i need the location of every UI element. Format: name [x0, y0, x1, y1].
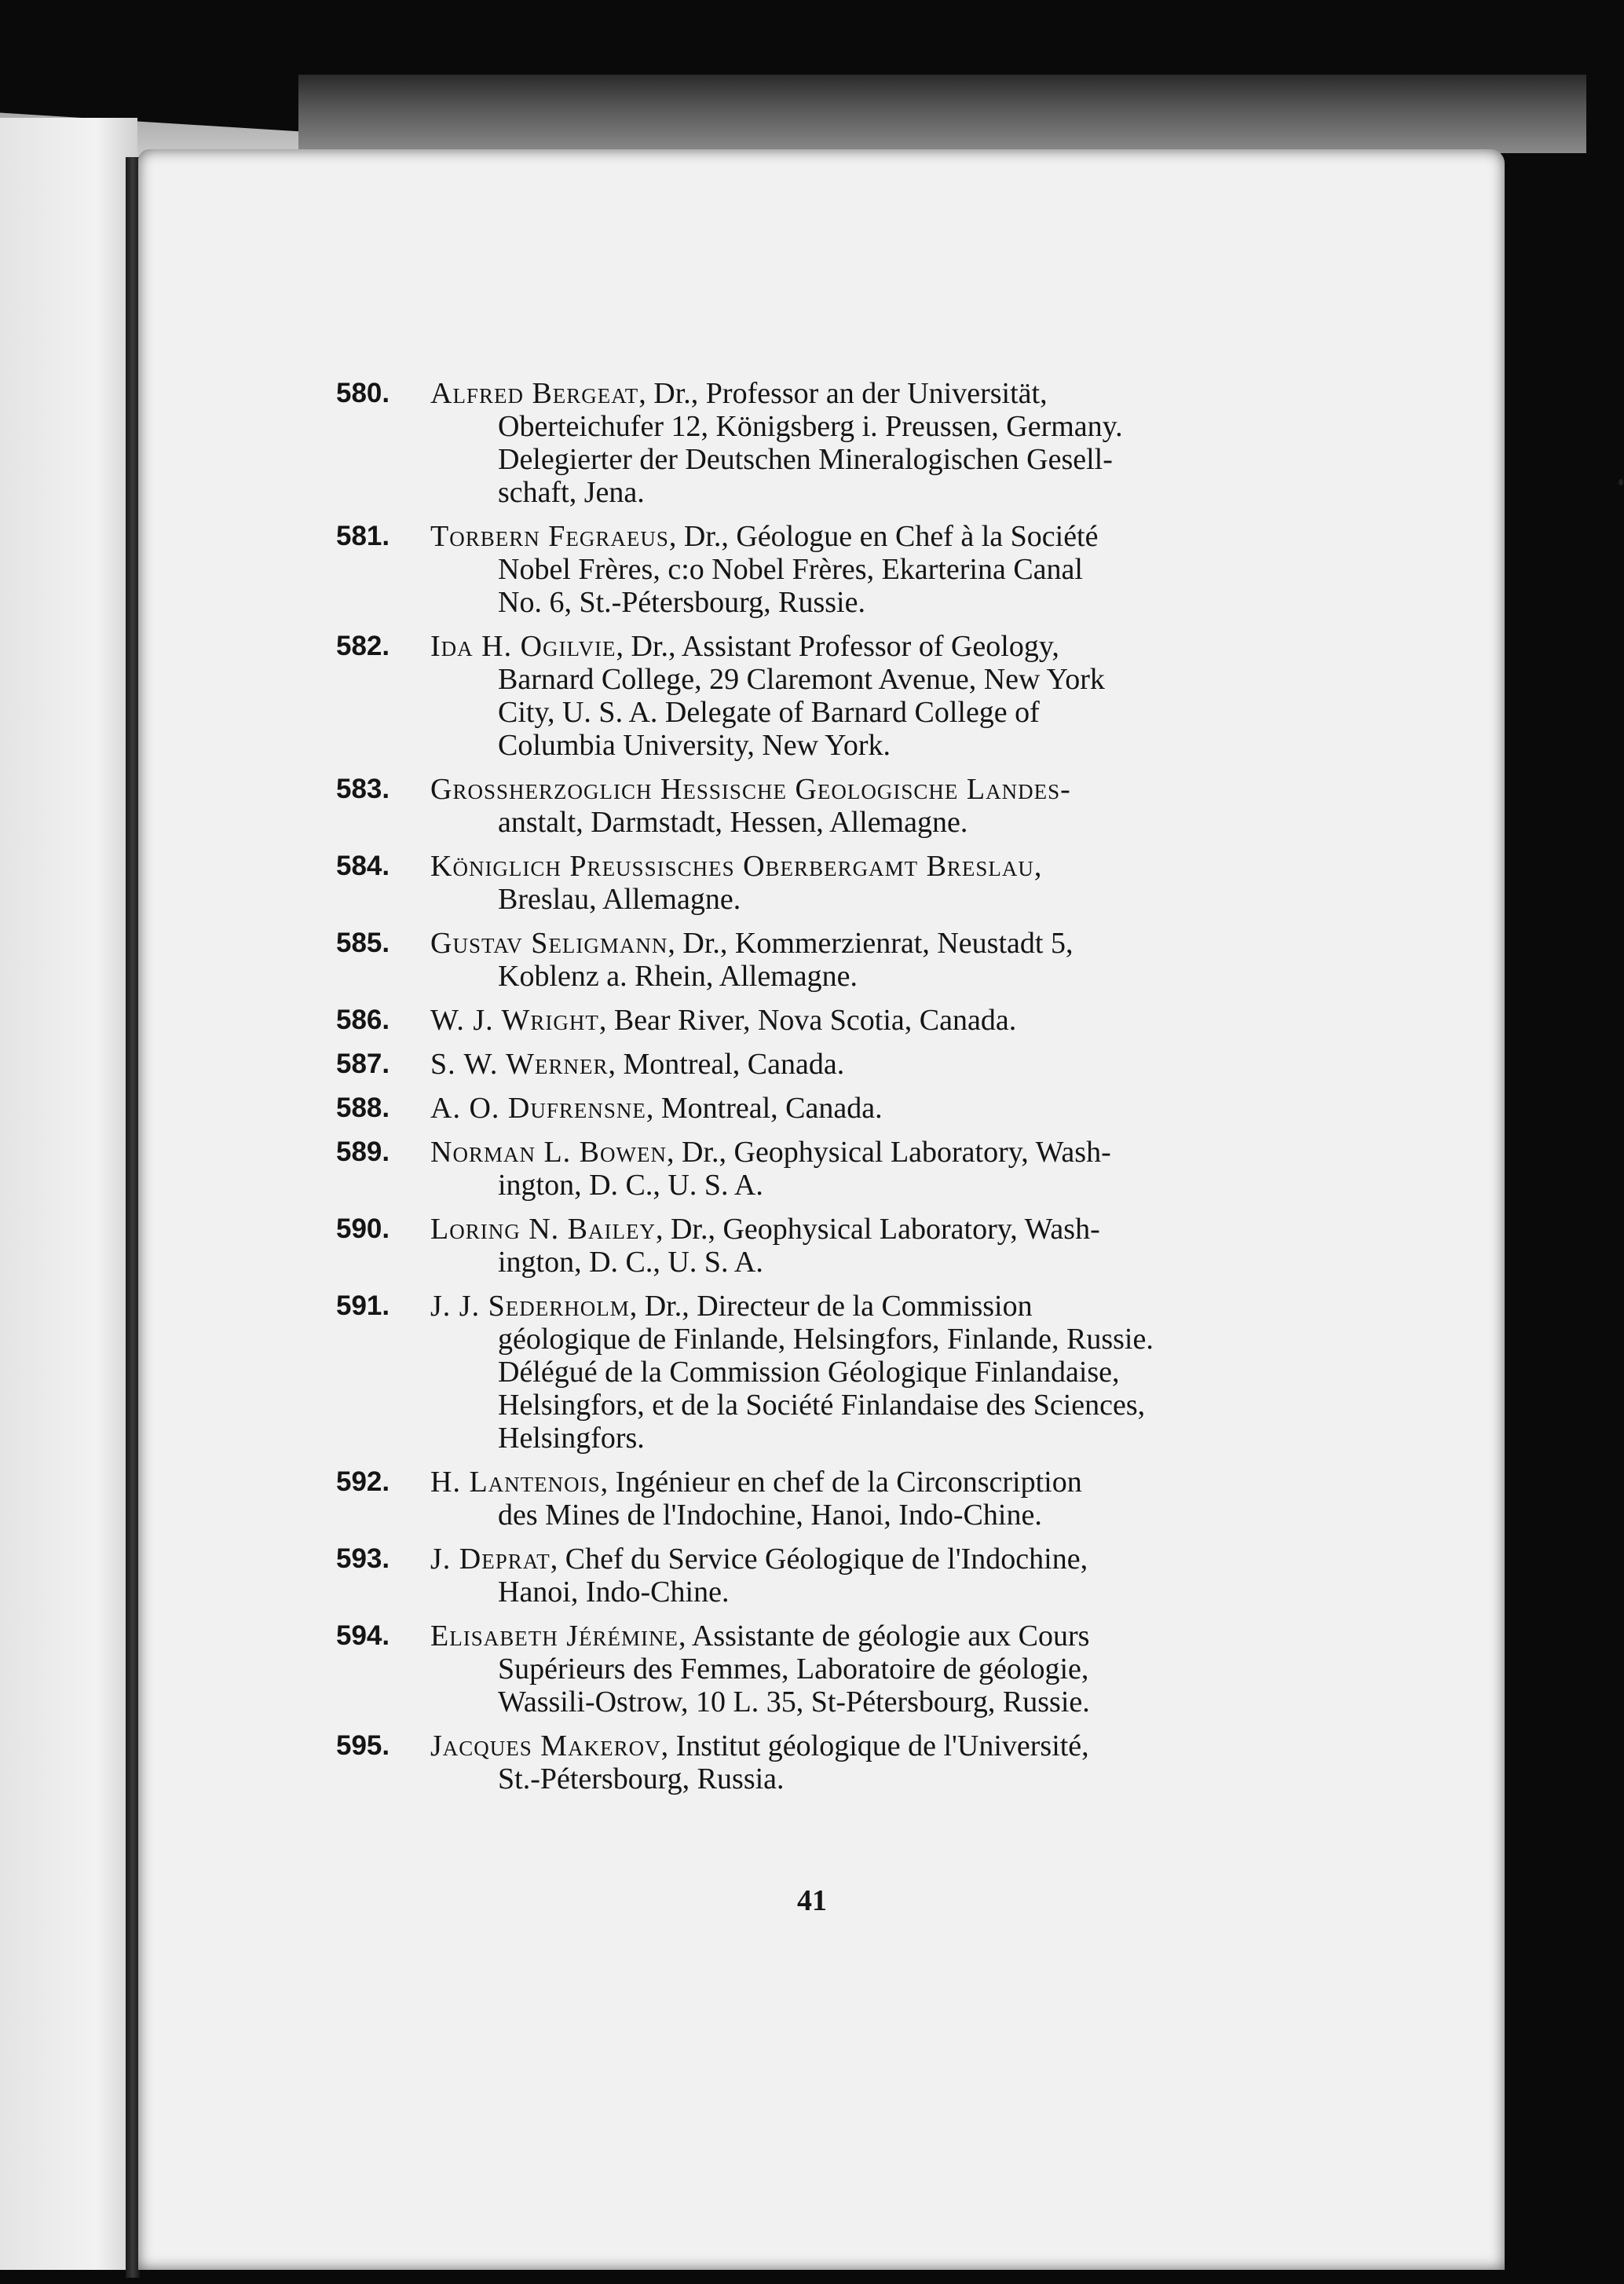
- list-item: [330, 1466, 1256, 1532]
- member-name: Grossherzoglich Hessische Geologische Landes-: [430, 773, 1071, 806]
- list-item: [330, 377, 1256, 509]
- entry-text: , Assistante de géologie aux Cours: [678, 1620, 1090, 1653]
- entry-first-line: [430, 1290, 1256, 1323]
- entry-first-line: [430, 927, 1256, 960]
- entry-number: 588.: [336, 1093, 390, 1123]
- entry-first-line: [430, 1620, 1256, 1653]
- entry-first-line: [430, 1466, 1256, 1499]
- member-name: Alfred Bergeat: [430, 377, 639, 410]
- entry-continuation-line: City, U. S. A. Delegate of Barnard College of: [498, 696, 1040, 729]
- entry-continuation-line: ington, D. C., U. S. A.: [498, 1246, 763, 1279]
- entry-first-line: [430, 1136, 1256, 1169]
- entry-number: 585.: [336, 928, 390, 958]
- entry-continuation-line: Nobel Frères, c:o Nobel Frères, Ekarterina Canal: [498, 553, 1083, 586]
- entry-first-line: [430, 773, 1256, 806]
- list-item: [330, 1092, 1256, 1125]
- list-item: [330, 1543, 1256, 1609]
- entry-continuation-line: Delegierter der Deutschen Mineralogischen Gesell-: [498, 443, 1113, 476]
- member-name: Elisabeth Jérémine: [430, 1620, 678, 1653]
- member-name: J. J. Sederholm: [430, 1290, 630, 1323]
- entry-continuation-line: Helsingfors.: [498, 1422, 645, 1455]
- entry-text: , Dr., Géologue en Chef à la Société: [668, 520, 1099, 553]
- entry-continuation-line: Wassili-Ostrow, 10 L. 35, St-Pétersbourg, Russie.: [498, 1686, 1090, 1718]
- entry-continuation-line: schaft, Jena.: [498, 476, 645, 509]
- entry-text: , Ingénieur en chef de la Circonscription: [600, 1466, 1082, 1499]
- list-item: [330, 520, 1256, 619]
- entry-text: , Institut géologique de l'Université,: [660, 1729, 1089, 1762]
- page-number: 41: [797, 1884, 827, 1917]
- member-name: Ida H. Ogilvie: [430, 630, 616, 663]
- list-item: [330, 1290, 1256, 1455]
- entry-continuation-line: Columbia University, New York.: [498, 729, 891, 762]
- list-item: [330, 1004, 1256, 1037]
- entry-number: 595.: [336, 1730, 390, 1761]
- entry-first-line: [430, 1004, 1256, 1037]
- entry-first-line: [430, 1543, 1256, 1576]
- entry-continuation-line: Breslau, Allemagne.: [498, 883, 741, 916]
- entry-text: , Dr., Professor an der Universität,: [638, 377, 1048, 410]
- member-name: Loring N. Bailey: [430, 1213, 656, 1246]
- list-item: [330, 773, 1256, 839]
- entry-continuation-line: Oberteichufer 12, Königsberg i. Preussen, Germany.: [498, 410, 1123, 443]
- entry-number: 583.: [336, 774, 390, 804]
- entry-continuation-line: géologique de Finlande, Helsingfors, Finlande, Russie.: [498, 1323, 1154, 1356]
- entry-text: , Dr., Geophysical Laboratory, Wash-: [667, 1136, 1111, 1169]
- member-name: Torbern Fegraeus: [430, 520, 669, 553]
- list-item: [330, 927, 1256, 993]
- entry-number: 591.: [336, 1290, 390, 1321]
- member-name: S. W. Werner: [430, 1048, 609, 1081]
- entry-text: , Dr., Assistant Professor of Geology,: [616, 630, 1059, 663]
- entry-number: 580.: [336, 378, 390, 408]
- entry-text: , Bear River, Nova Scotia, Canada.: [598, 1004, 1017, 1037]
- entry-first-line: [430, 630, 1256, 663]
- member-name: Norman L. Bowen: [430, 1136, 667, 1169]
- entry-number: 587.: [336, 1049, 390, 1079]
- entry-first-line: [430, 520, 1256, 553]
- entry-continuation-line: Koblenz a. Rhein, Allemagne.: [498, 960, 858, 993]
- entry-number: 584.: [336, 851, 390, 881]
- entry-text: , Montreal, Canada.: [608, 1048, 845, 1081]
- entry-first-line: [430, 1048, 1256, 1081]
- member-name: J. Deprat: [430, 1543, 550, 1576]
- entry-text: , Montreal, Canada.: [646, 1092, 883, 1125]
- member-name: Königlich Preussisches Oberbergamt Breslau,: [430, 850, 1043, 883]
- entry-continuation-line: Helsingfors, et de la Société Finlandaise des Sciences,: [498, 1389, 1146, 1422]
- list-item: [330, 1136, 1256, 1202]
- list-item: [330, 850, 1256, 916]
- member-name: H. Lantenois: [430, 1466, 601, 1499]
- entry-continuation-line: No. 6, St.-Pétersbourg, Russie.: [498, 586, 865, 619]
- entry-first-line: [430, 377, 1256, 410]
- facing-page-edge: [0, 118, 137, 2270]
- member-name: A. O. Dufrensne: [430, 1092, 646, 1125]
- entry-text: , Dr., Kommerzienrat, Neustadt 5,: [668, 927, 1074, 960]
- entry-number: 581.: [336, 521, 390, 551]
- entry-text: , Dr., Directeur de la Commission: [629, 1290, 1033, 1323]
- list-item: [330, 1048, 1256, 1081]
- entry-first-line: [430, 1092, 1256, 1125]
- entry-continuation-line: Supérieurs des Femmes, Laboratoire de géologie,: [498, 1653, 1089, 1686]
- entry-number: 592.: [336, 1466, 390, 1497]
- entry-first-line: [430, 1213, 1256, 1246]
- film-edge-top: [298, 75, 1586, 153]
- list-item: [330, 630, 1256, 762]
- list-item: [330, 1729, 1256, 1795]
- entry-continuation-line: Délégué de la Commission Géologique Finlandaise,: [498, 1356, 1120, 1389]
- entry-first-line: [430, 1729, 1256, 1762]
- entry-number: 582.: [336, 631, 390, 661]
- entry-continuation-line: St.-Pétersbourg, Russia.: [498, 1762, 785, 1795]
- entry-first-line: [430, 850, 1256, 883]
- list-item: [330, 1213, 1256, 1279]
- member-name: Gustav Seligmann: [430, 927, 668, 960]
- entry-number: 594.: [336, 1620, 390, 1651]
- entry-continuation-line: des Mines de l'Indochine, Hanoi, Indo-Chine.: [498, 1499, 1042, 1532]
- entry-number: 586.: [336, 1005, 390, 1035]
- entry-continuation-line: Hanoi, Indo-Chine.: [498, 1576, 730, 1609]
- entry-text: , Dr., Geophysical Laboratory, Wash-: [655, 1213, 1100, 1246]
- entry-continuation-line: ington, D. C., U. S. A.: [498, 1169, 763, 1202]
- entry-continuation-line: Barnard College, 29 Claremont Avenue, New York: [498, 663, 1105, 696]
- entry-continuation-line: anstalt, Darmstadt, Hessen, Allemagne.: [498, 806, 968, 839]
- entry-number: 590.: [336, 1213, 390, 1244]
- scan-speck: [1619, 479, 1623, 485]
- entry-number: 593.: [336, 1543, 390, 1574]
- list-item: [330, 1620, 1256, 1718]
- entry-text: , Chef du Service Géologique de l'Indochine,: [550, 1543, 1088, 1576]
- entry-number: 589.: [336, 1137, 390, 1167]
- entry-list: [330, 377, 1256, 1806]
- member-name: Jacques Makerov: [430, 1729, 661, 1762]
- member-name: W. J. Wright: [430, 1004, 599, 1037]
